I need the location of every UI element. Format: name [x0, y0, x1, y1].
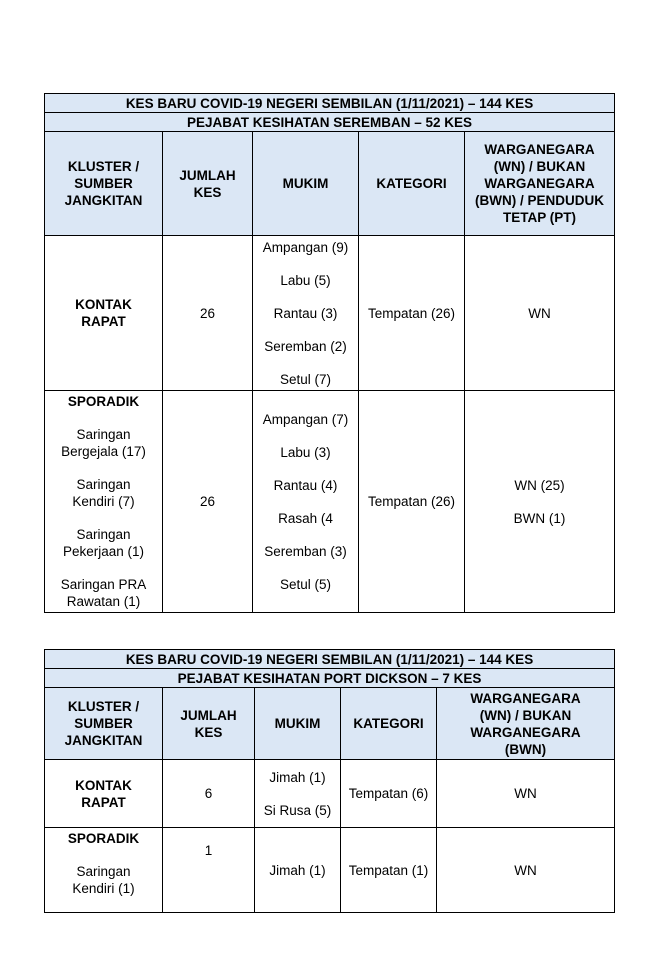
jumlah-cell: 1: [163, 828, 255, 913]
table-row: [45, 236, 615, 391]
kluster-cell: SPORADIK Saringan Bergejala (17) Saringan Kendiri (7) Saringan Pekerjaan (1) Saringan PRA Rawatan (1): [45, 391, 163, 613]
mukim-cell: Ampangan (9) Labu (5) Rantau (3) Seremban (2) Setul (7): [253, 236, 359, 391]
warganegara-cell: WN: [437, 828, 615, 913]
table-subtitle: PEJABAT KESIHATAN PORT DICKSON – 7 KES: [45, 669, 615, 688]
header-jumlah: JUMLAH KES: [163, 688, 255, 760]
warganegara-cell: WN: [437, 760, 615, 828]
table-row: [45, 391, 615, 613]
header-mukim: MUKIM: [255, 688, 341, 760]
kategori-cell: Tempatan (26): [359, 236, 465, 391]
kluster-cell: SPORADIK Saringan Kendiri (1): [45, 828, 163, 913]
table-title: KES BARU COVID-19 NEGERI SEMBILAN (1/11/2021) – 144 KES: [45, 94, 615, 113]
jumlah-cell: 26: [163, 391, 253, 613]
header-kluster: KLUSTER / SUMBER JANGKITAN: [45, 688, 163, 760]
header-kluster: KLUSTER / SUMBER JANGKITAN: [45, 132, 163, 236]
seremban-cases-table: [44, 93, 615, 613]
warganegara-cell: WN: [465, 236, 615, 391]
header-mukim: MUKIM: [253, 132, 359, 236]
warganegara-cell: WN (25) BWN (1): [465, 391, 615, 613]
table-row: [45, 828, 615, 913]
mukim-cell: Jimah (1) Si Rusa (5): [255, 760, 341, 828]
table-title: KES BARU COVID-19 NEGERI SEMBILAN (1/11/2021) – 144 KES: [45, 650, 615, 669]
mukim-cell: Jimah (1): [255, 828, 341, 913]
header-kategori: KATEGORI: [359, 132, 465, 236]
header-jumlah: JUMLAH KES: [163, 132, 253, 236]
kluster-cell: KONTAK RAPAT: [45, 236, 163, 391]
kategori-cell: Tempatan (6): [341, 760, 437, 828]
header-warganegara: WARGANEGARA (WN) / BUKAN WARGANEGARA (BWN) / PENDUDUK TETAP (PT): [465, 132, 615, 236]
table-subtitle: PEJABAT KESIHATAN SEREMBAN – 52 KES: [45, 113, 615, 132]
header-kategori: KATEGORI: [341, 688, 437, 760]
table-row: [45, 760, 615, 828]
header-warganegara: WARGANEGARA (WN) / BUKAN WARGANEGARA (BWN): [437, 688, 615, 760]
jumlah-cell: 6: [163, 760, 255, 828]
port-dickson-cases-table: [44, 649, 615, 913]
kluster-cell: KONTAK RAPAT: [45, 760, 163, 828]
kategori-cell: Tempatan (26): [359, 391, 465, 613]
mukim-cell: Ampangan (7) Labu (3) Rantau (4) Rasah (4 Seremban (3) Setul (5): [253, 391, 359, 613]
jumlah-cell: 26: [163, 236, 253, 391]
kategori-cell: Tempatan (1): [341, 828, 437, 913]
